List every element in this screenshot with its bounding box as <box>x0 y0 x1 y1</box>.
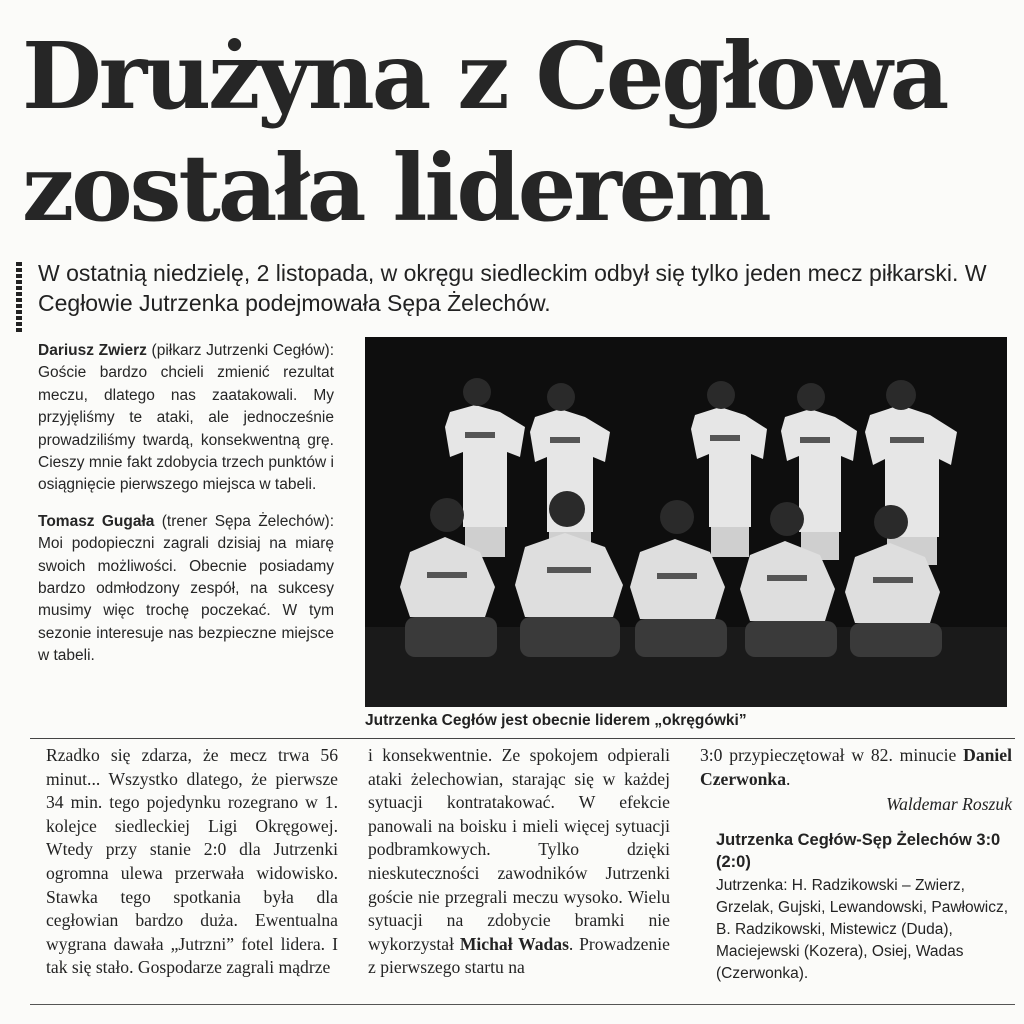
article-col1-text: Rzadko się zdarza, że mecz trwa 56 minut... Wszystko dlatego, że pierwsze 34 min. tego pojedynku rozegrano w 1. kolejce siedleckiej Ligi Okręgowej. Wtedy przy stanie 2:0 dla Jutrzenki ogromna ulewa przerwała widowisko. Stawka tego spotkania była dla cegłowian bardzo duża. Ewentualna wygrana dawała „Jutrzni” fotel lidera. I tak się stało. Gospodarze zagrali mądrze <box>46 745 338 978</box>
match-result-title: Jutrzenka Cegłów-Sęp Żelechów 3:0 (2:0) <box>716 830 1001 871</box>
interview-2 <box>38 511 334 668</box>
article-column-2 <box>368 744 670 980</box>
player-name-wadas: Michał Wadas <box>459 933 569 954</box>
article-col3-paragraph <box>700 744 1012 791</box>
headline-line-2: została liderem <box>22 134 769 242</box>
team-photo-image <box>365 337 1007 707</box>
divider-bottom <box>30 1004 1015 1005</box>
player-name-czerwonka: Daniel Czerwonka <box>700 745 1012 789</box>
interviews-column <box>38 340 334 682</box>
article-col3-text-2: . <box>786 768 791 789</box>
lead-paragraph: W ostatnią niedzielę, 2 listopada, w okręgu siedleckim odbył się tylko jeden mecz piłkarski. W Cegłowie Jutrzenka podejmowała Sępa Żelechów. <box>38 260 987 316</box>
interview-1 <box>38 340 334 497</box>
article-col2-paragraph <box>368 744 670 980</box>
interview-1-text: (piłkarz Jutrzenki Cegłów): Goście bardzo chcieli zmienić rezultat meczu, dlatego nas zaatakowali. My przyjęliśmy te ataki, ale jednocześnie prowadziliśmy twardą, konsekwentną grę. Cieszy mnie fakt zdobycia trzech punktów i osiągnięcie pierwszego miejsca w tabeli. <box>38 342 334 494</box>
lead-marker <box>16 262 22 332</box>
photo-caption: Jutrzenka Cegłów jest obecnie liderem „okręgówki” <box>365 712 747 729</box>
article-column-1 <box>46 744 338 980</box>
team-photo <box>365 337 1007 707</box>
interview-1-speaker: Dariusz Zwierz <box>38 342 147 359</box>
match-lineup: Jutrzenka: H. Radzikowski – Zwierz, Grzelak, Gujski, Lewandowski, Pawłowicz, B. Radzikowski, Mistewicz (Duda), Maciejewski (Kozera), Osiej, Wadas (Czerwonka). <box>716 876 1009 982</box>
article-col3-text-1: 3:0 przypieczętował w 82. minucie <box>700 745 964 765</box>
article-col2-text-2: . Prowadzenie z pierwszego startu na <box>368 933 670 978</box>
article-col2-text-1: i konsekwentnie. Ze spokojem odpierali ataki żelechowian, starając się w każdej sytuacji kontratakować. W efekcie panowali na boisku i mieli więcej sytuacji podbramkowych. Tylko dzięki nieskuteczności zawodników Jutrzenki goście nie przegrali meczu wysoko. Wielu sytuacji na zdobycie bramki nie wykorzystał <box>368 745 670 954</box>
divider-top <box>30 738 1015 739</box>
headline <box>22 20 1022 244</box>
article-column-3 <box>700 744 1012 985</box>
author-byline: Waldemar Roszuk <box>886 794 1012 815</box>
interview-2-speaker: Tomasz Gugała <box>38 512 155 530</box>
headline-line-1: Drużyna z Cegłowa <box>22 22 947 130</box>
interview-2-text: (trener Sępa Żelechów): Moi podopieczni zagrali dzisiaj na miarę swoich możliwości. Obecnie posiadamy bardzo odmłodzony zespół, na sukcesy musimy więc trochę poczekać. W tym sezonie interesuje nas bezpieczne miejsce w tabeli. <box>38 512 335 665</box>
